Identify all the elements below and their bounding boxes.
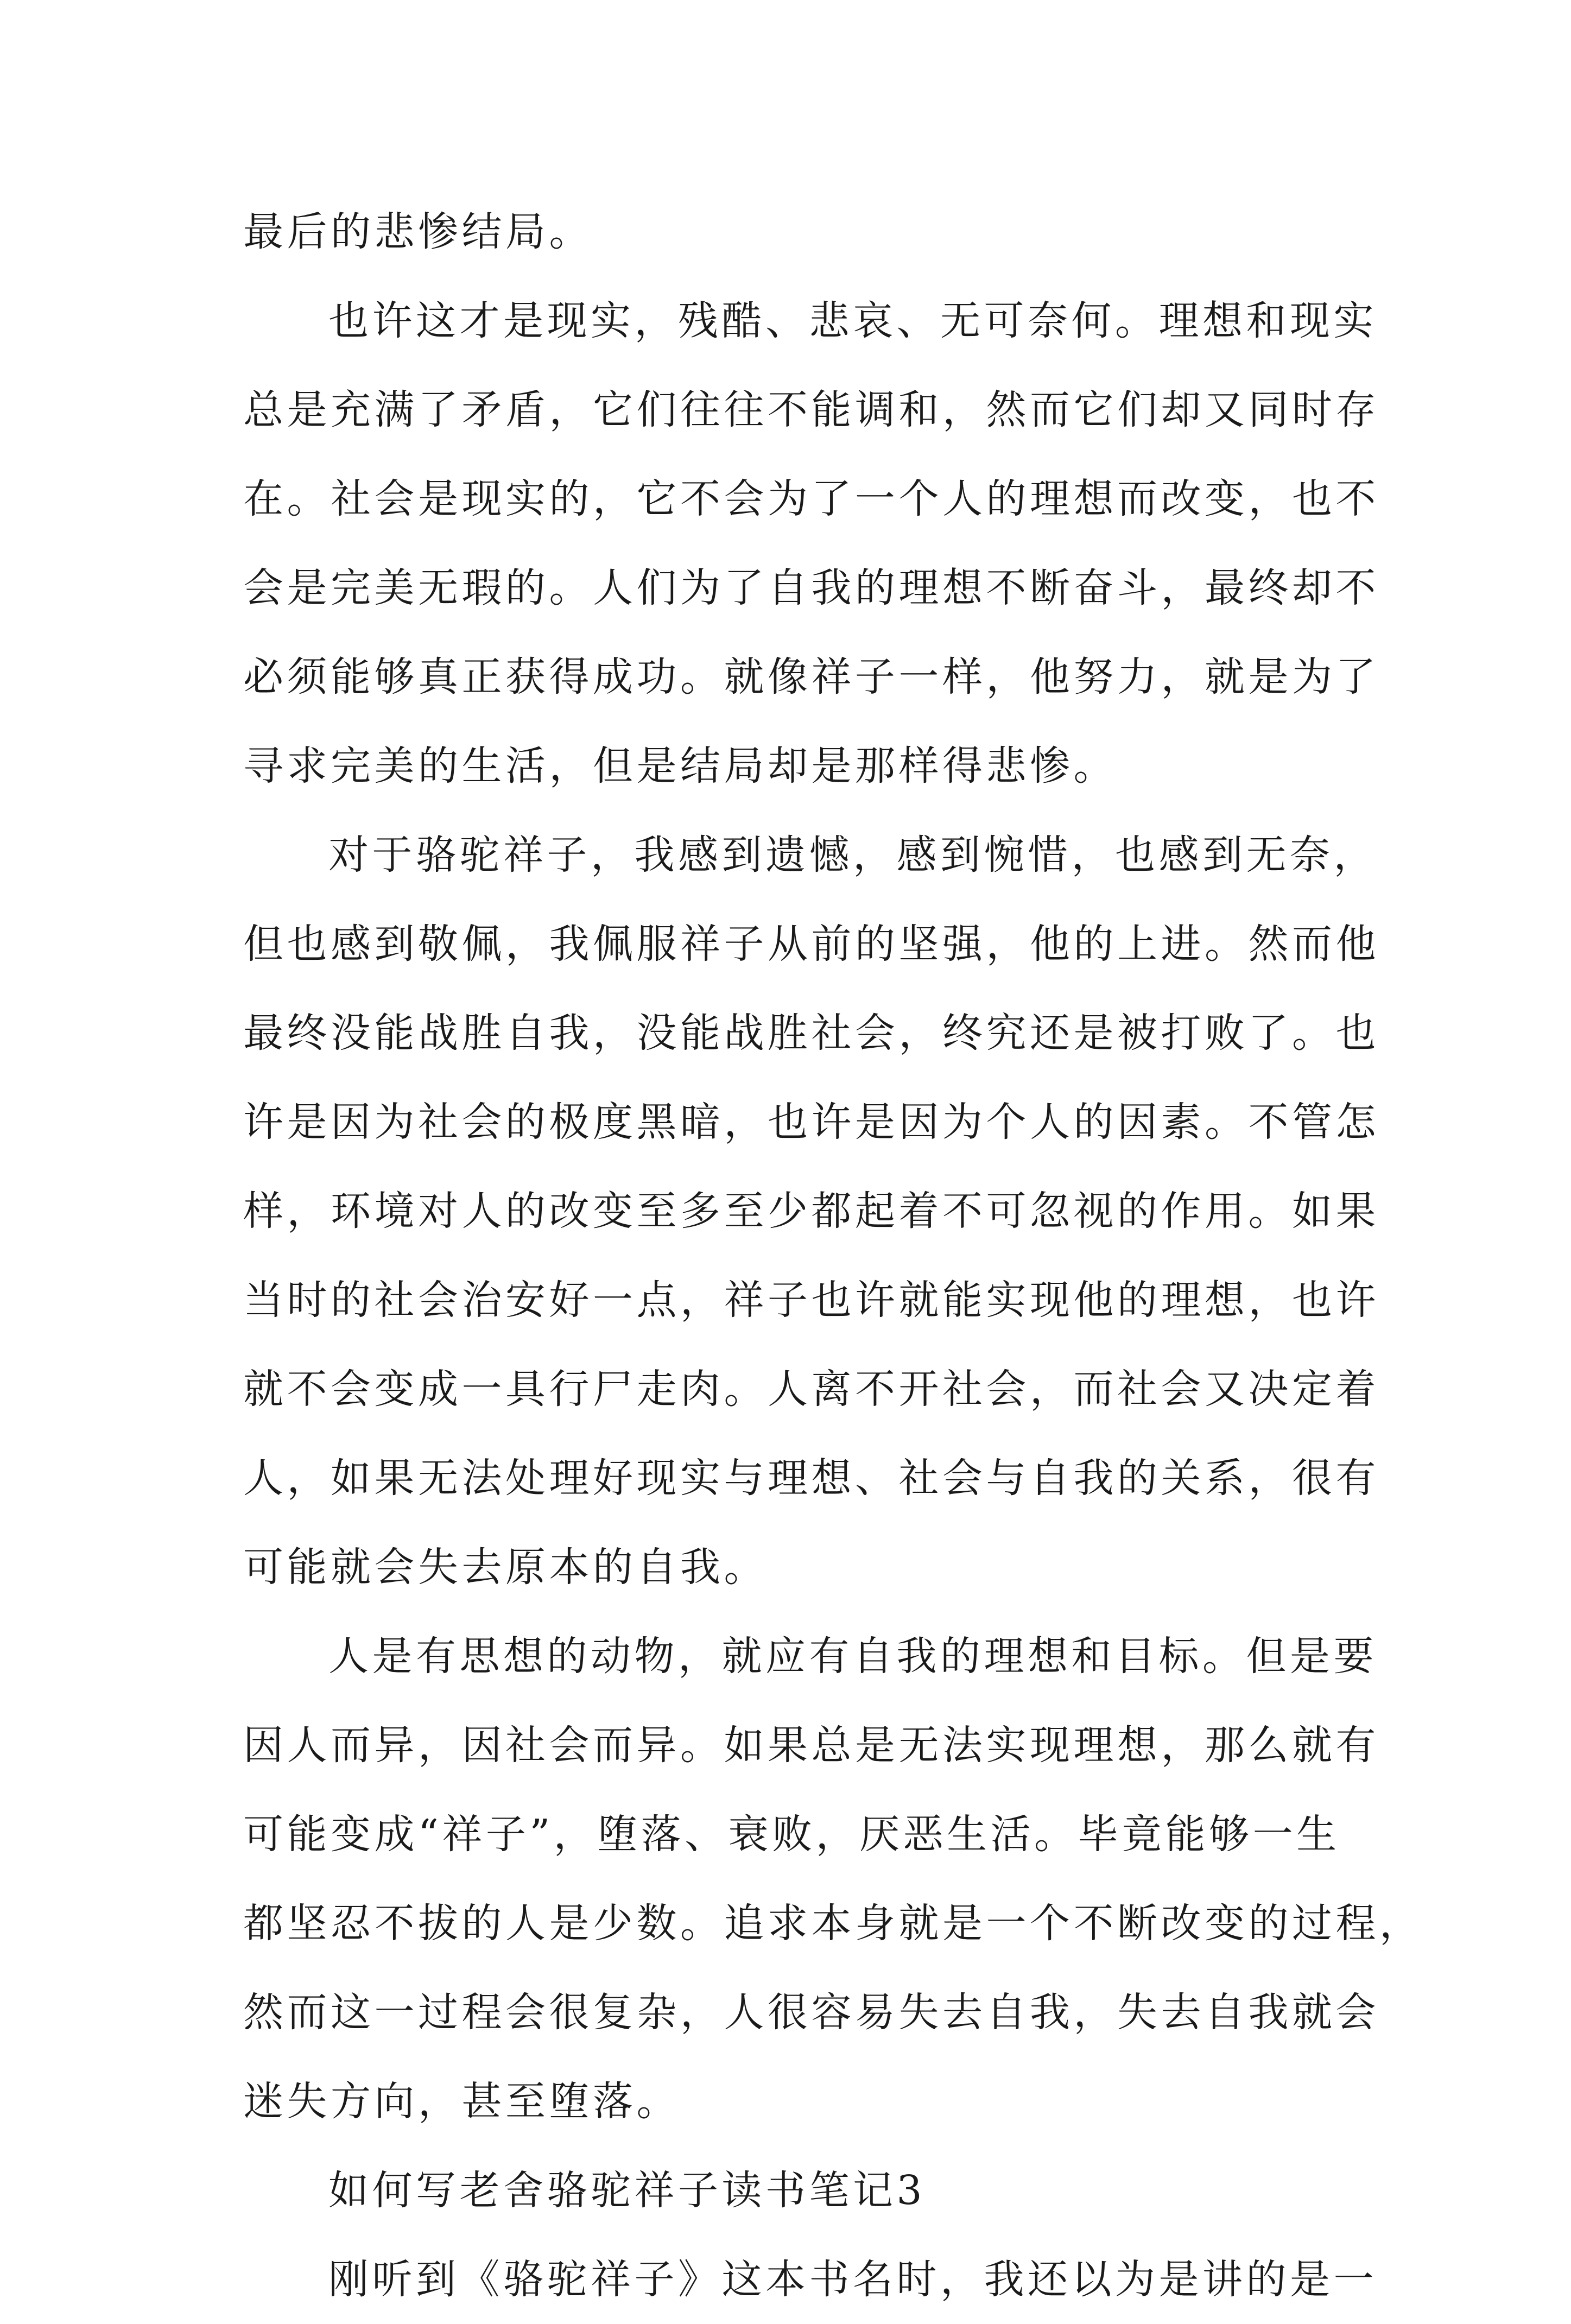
text-line: 可能变成“祥子”，堕落、衰败，厌恶生活。毕竟能够一生 bbox=[243, 1811, 1340, 1858]
text-line: 都坚忍不拔的人是少数。追求本身就是一个不断改变的过程， bbox=[243, 1900, 1423, 1947]
text-line: 许是因为社会的极度黑暗，也许是因为个人的因素。不管怎 bbox=[243, 1099, 1379, 1145]
text-line: 也许这才是现实，残酷、悲哀、无可奈何。理想和现实 bbox=[328, 297, 1377, 344]
text-line: 因人而异，因社会而异。如果总是无法实现理想，那么就有 bbox=[243, 1722, 1379, 1769]
text-line: 当时的社会治安好一点，祥子也许就能实现他的理想，也许 bbox=[243, 1277, 1379, 1324]
text-line: 样，环境对人的改变至多至少都起着不可忽视的作用。如果 bbox=[243, 1188, 1379, 1234]
text-line: 刚听到《骆驼祥子》这本书名时，我还以为是讲的是一 bbox=[328, 2256, 1377, 2303]
text-line: 必须能够真正获得成功。就像祥子一样，他努力，就是为了 bbox=[243, 654, 1379, 700]
text-line: 总是充满了矛盾，它们往往不能调和，然而它们却又同时存 bbox=[243, 387, 1379, 433]
text-line: 最后的悲惨结局。 bbox=[243, 208, 593, 255]
text-line: 在。社会是现实的，它不会为了一个人的理想而改变，也不 bbox=[243, 476, 1379, 522]
text-line: 最终没能战胜自我，没能战胜社会，终究还是被打败了。也 bbox=[243, 1010, 1379, 1056]
text-line: 会是完美无瑕的。人们为了自我的理想不断奋斗，最终却不 bbox=[243, 565, 1379, 611]
text-line: 寻求完美的生活，但是结局却是那样得悲惨。 bbox=[243, 743, 1117, 789]
text-line: 如何写老舍骆驼祥子读书笔记3 bbox=[328, 2167, 926, 2214]
body-text bbox=[243, 187, 1423, 2324]
text-line: 就不会变成一具行尸走肉。人离不开社会，而社会又决定着 bbox=[243, 1366, 1379, 1413]
text-line: 人是有思想的动物，就应有自我的理想和目标。但是要 bbox=[328, 1633, 1377, 1680]
text-line: 但也感到敬佩，我佩服祥子从前的坚强，他的上进。然而他 bbox=[243, 921, 1379, 967]
text-line: 可能就会失去原本的自我。 bbox=[243, 1544, 768, 1591]
text-line: 迷失方向，甚至堕落。 bbox=[243, 2078, 680, 2125]
text-line: 然而这一过程会很复杂，人很容易失去自我，失去自我就会 bbox=[243, 1989, 1379, 2036]
text-line: 对于骆驼祥子，我感到遗憾，感到惋惜，也感到无奈， bbox=[328, 832, 1377, 878]
text-line: 人，如果无法处理好现实与理想、社会与自我的关系，很有 bbox=[243, 1455, 1379, 1502]
